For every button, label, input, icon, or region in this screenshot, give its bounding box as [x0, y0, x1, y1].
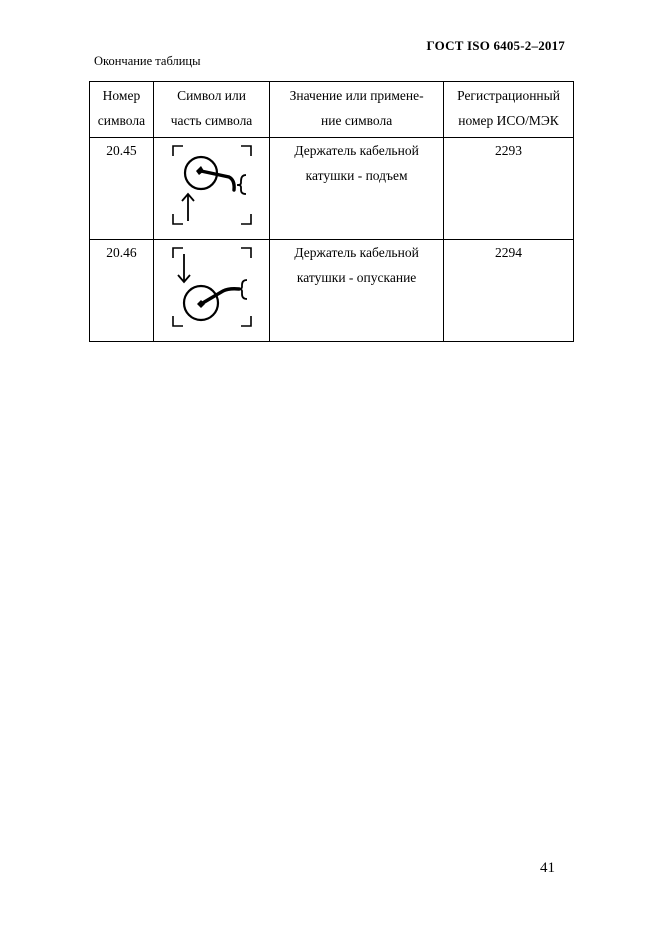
header-line: Символ или — [177, 88, 246, 103]
header-line: Номер — [102, 88, 141, 103]
header-line: Регистрационный — [457, 88, 560, 103]
cable-reel-holder-raise-icon — [171, 144, 253, 226]
table-caption: Окончание таблицы — [94, 54, 201, 68]
meaning-cell — [270, 138, 444, 240]
reg-number-cell: 2293 — [444, 138, 574, 240]
cable-reel-holder-lower-icon — [171, 246, 253, 328]
symbol-cell — [153, 240, 269, 342]
meaning-cell — [270, 240, 444, 342]
meaning-line: катушки - подъем — [305, 168, 408, 183]
meaning-line: Держатель кабельной — [294, 143, 419, 158]
header-line: часть символа — [170, 113, 253, 128]
document-header: ГОСТ ISO 6405-2–2017 — [426, 38, 565, 53]
page-number: 41 — [540, 860, 555, 876]
symbol-number-cell: 20.46 — [90, 240, 154, 342]
table-row — [90, 138, 574, 240]
table-header-row — [90, 82, 574, 138]
table-row — [90, 240, 574, 342]
header-line: символа — [97, 113, 146, 128]
header-symbol-number — [90, 82, 154, 138]
reg-number-cell: 2294 — [444, 240, 574, 342]
header-symbol — [153, 82, 269, 138]
header-line: ние символа — [321, 113, 393, 128]
header-line: номер ИСО/МЭК — [458, 113, 559, 128]
meaning-line: Держатель кабельной — [294, 245, 419, 260]
symbols-table — [89, 81, 574, 342]
meaning-line: катушки - опускание — [296, 270, 417, 285]
header-reg-number — [444, 82, 574, 138]
symbol-cell — [153, 138, 269, 240]
header-line: Значение или примене- — [289, 88, 424, 103]
header-meaning — [270, 82, 444, 138]
symbol-number-cell: 20.45 — [90, 138, 154, 240]
